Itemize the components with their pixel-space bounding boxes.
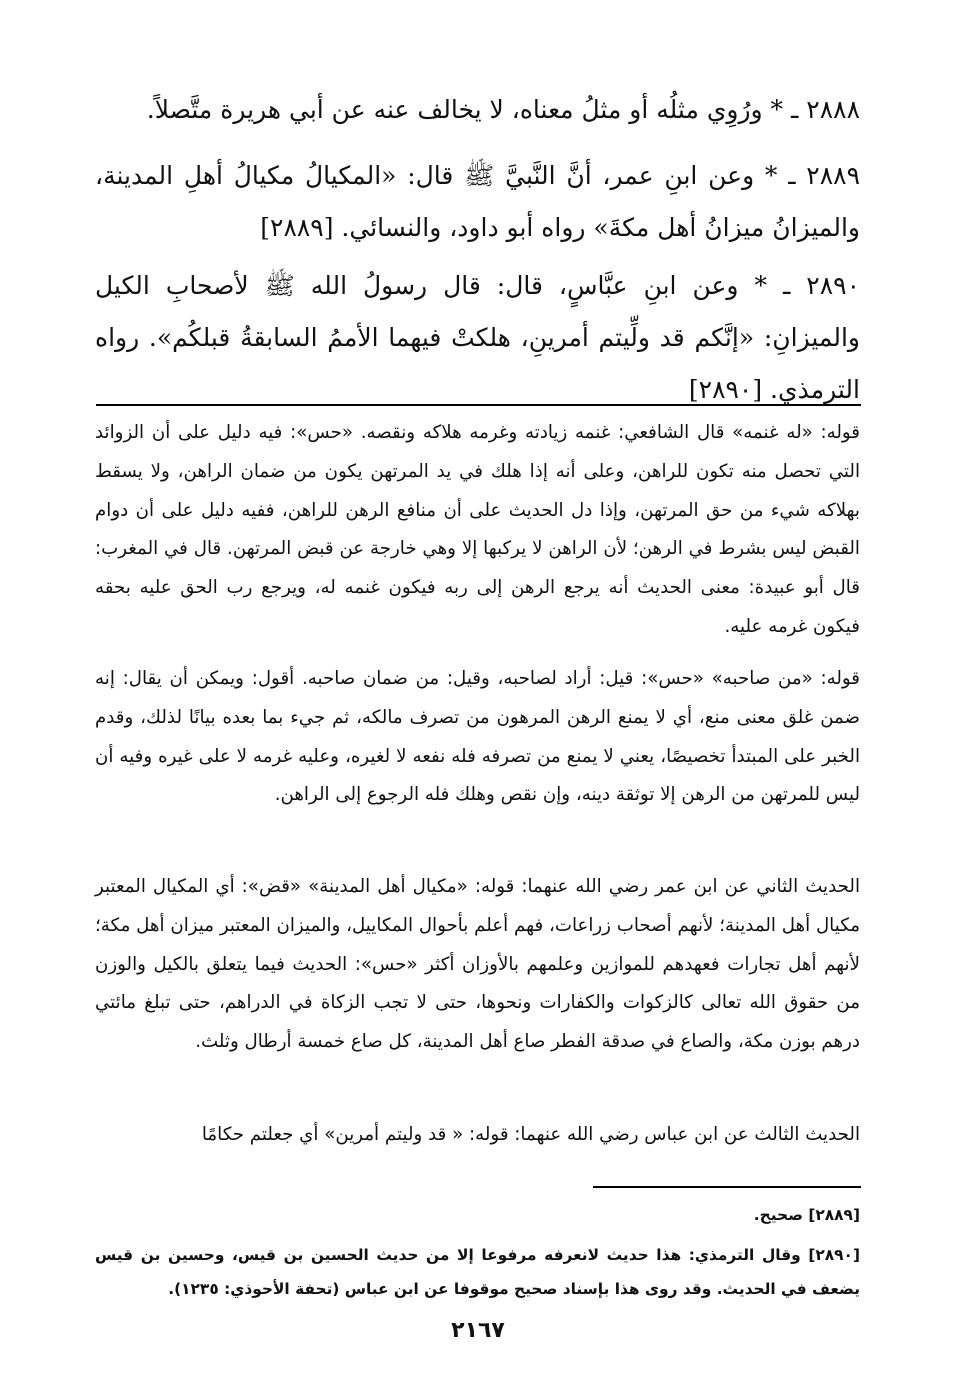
commentary-paragraph-4: الحديث الثالث عن ابن عباس رضي الله عنهما: قوله: « قد وليتم أمرين» أي جعلتم حكامًا xyxy=(201,1124,860,1145)
commentary-paragraph-1: قوله: «له غنمه» قال الشافعي: غنمه زيادته وغرمه هلاكه ونقصه. «حس»: فيه دليل على أن الزوائد التي تحصل منه تكون للراهن، وعلى أنه إذا هلك في يد المرتهن يكون من ضمان الراهن، ولا يسقط بهلاكه شيء من حق المرتهن، وإذا دل الحديث على أن منافع الرهن للراهن، ففيه دليل على أن دوام القبض ليس بشرط في الرهن؛ لأن الراهن لا يركبها إلا وهي خارجة عن قبض المرتهن. قال في المغرب: قال أبو عبيدة: معنى الحديث أنه يرجع الرهن إلى ربه فيكون غنمه له، ويرجع رب الحق عليه بحقه فيكون غرمه عليه. xyxy=(95,422,860,637)
hadith-2889: ٢٨٨٩ ـ * وعن ابنِ عمر، أنَّ النَّبيَّ ﷺ قال: «المكيالُ مكيالُ أهلِ المدينة، والميزانُ ميزانُ أهل مكةَ» رواه أبو داود، والنسائي. [٢٨٨٩] xyxy=(95,161,861,242)
hadith-2890: ٢٨٩٠ ـ * وعن ابنِ عبَّاسٍ، قال: قال رسولُ الله ﷺ لأصحابِ الكيل والميزانِ: «إنَّكم قد ولِّيتم أمرينِ، هلكتْ فيهما الأممُ السابقةُ قبلكُم». رواه الترمذي. [٢٨٩٠] xyxy=(95,271,860,404)
commentary-paragraph-3: الحديث الثاني عن ابن عمر رضي الله عنهما: قوله: «مكيال أهل المدينة» «قض»: أي المكيال المعتبر مكيال أهل المدينة؛ لأنهم أصحاب زراعات، فهم أعلم بأحوال المكاييل، والميزان المعتبر ميزان أهل مكة؛ لأنهم أهل تجارات فعهدهم للموازين وعلمهم بالأوزان أكثر «حس»: الحديث فيما يتعلق بالكيل والوزن من حقوق الله تعالى كالزكوات والكفارات ونحوها، حتى لا تجب الزكاة في الدراهم، حتى تبلغ مائتي درهم بوزن مكة، والصاع في صدقة الفطر صاع أهل المدينة، كل صاع خمسة أرطال وثلث. xyxy=(95,876,860,1053)
page-number: ٢١٦٧ xyxy=(451,1318,505,1343)
footnote-2889: [٢٨٨٩] صحيح. xyxy=(753,1206,860,1224)
footnote-2890: [٢٨٩٠] وقال الترمذي: هذا حديث لانعرفه مرفوعا إلا من حديث الحسين بن قيس، وحسين بن قيس يضعف في الحديث. وقد روى هذا بإسناد صحيح موقوفا عن ابن عباس (تحفة الأحوذي: ١٢٣٥). xyxy=(95,1246,860,1298)
commentary-paragraph-2: قوله: «من صاحبه» «حس»: قيل: أراد لصاحبه، وقيل: من ضمان صاحبه. أقول: ويمكن أن يقال: إنه ضمن غلق معنى منع، أي لا يمنع الرهن المرهون من تصرف مالكه، ثم جيء بما بعده بيانًا لذلك، وقدم الخبر على المبتدأ تخصيصًا، يعني لا يمنع من تصرفه فله نفعه لا لغيره، وعليه غرمه لا على غيره وفيه أن ليس للمرتهن من الرهن إلا توثقة دينه، وإن نقص وهلك فله الرجوع إلى الراهن. xyxy=(95,668,860,806)
hadith-commentary-divider xyxy=(96,404,861,406)
footnote-divider xyxy=(593,1186,861,1188)
hadith-2888: ٢٨٨٨ ـ * ورُوِي مثلُه أو مثلُ معناه، لا يخالف عنه عن أبي هريرة متَّصلاً. xyxy=(146,95,860,124)
